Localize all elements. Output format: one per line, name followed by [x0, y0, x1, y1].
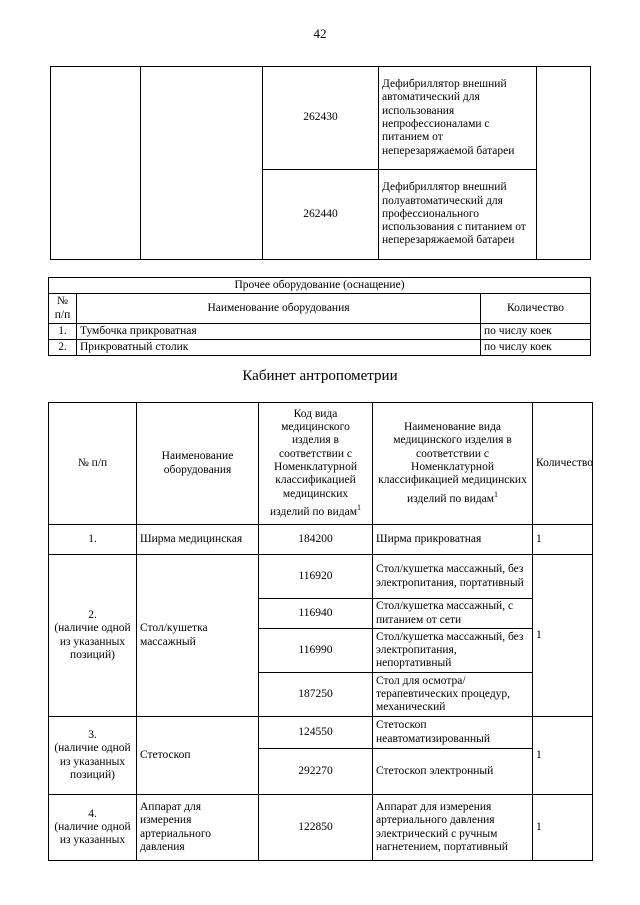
header-num: № п/п — [49, 403, 137, 525]
table-row — [49, 323, 591, 339]
row-qty: по числу коек — [481, 323, 591, 339]
footnote-mark: 1 — [493, 489, 498, 499]
device-kind: Дефибриллятор внешний автоматический для использования непрофессионалами с питанием от неперезаряжаемой батареи — [379, 67, 537, 170]
group-num: 3. (наличие одной из указанных позиций) — [49, 717, 137, 795]
table-row — [49, 717, 593, 749]
device-code: 116990 — [259, 629, 373, 673]
group-equipment: Стол/кушетка массажный — [137, 555, 259, 717]
header-num: № п/п — [49, 294, 77, 324]
group-qty: 1 — [533, 795, 593, 861]
footnote-mark: 1 — [356, 502, 361, 512]
other-equipment-title: Прочее оборудование (оснащение) — [49, 278, 591, 294]
device-code: 116940 — [259, 599, 373, 629]
row-num: 2. — [49, 340, 77, 356]
row-name: Тумбочка прикроватная — [77, 323, 481, 339]
header-name: Наименование оборудования — [77, 294, 481, 324]
table-row — [51, 67, 591, 170]
group-num: 4. (наличие одной из указанных — [49, 795, 137, 861]
group-equipment: Аппарат для измерения артериального давления — [137, 795, 259, 861]
table-row — [49, 795, 593, 861]
device-code: 262440 — [263, 170, 379, 260]
header-kind-text: Наименование вида медицинского изделия в соответствии с Номенклатурной классификацией медицинских изделий по видам — [378, 421, 527, 505]
empty-cell — [141, 67, 263, 260]
header-qty: Количество — [481, 294, 591, 324]
anthropometry-table — [48, 402, 593, 861]
row-qty: по числу коек — [481, 340, 591, 356]
header-code — [259, 403, 373, 525]
empty-cell — [51, 67, 141, 260]
header-equipment: Наименование оборудования — [137, 403, 259, 525]
table-row — [49, 340, 591, 356]
device-kind: Аппарат для измерения артериального давления электрический с ручным нагнетением, портативный — [373, 795, 533, 861]
device-code: 122850 — [259, 795, 373, 861]
device-kind: Стол/кушетка массажный, с питанием от сети — [373, 599, 533, 629]
defibrillator-table — [50, 66, 591, 260]
section-title: Кабинет антропометрии — [242, 368, 398, 384]
device-code: 262430 — [263, 67, 379, 170]
header-qty: Количество — [533, 403, 593, 525]
device-code: 124550 — [259, 717, 373, 749]
device-kind: Стетоскоп электронный — [373, 749, 533, 795]
empty-cell — [537, 67, 591, 260]
other-equipment-table — [48, 277, 591, 356]
table-row — [49, 555, 593, 599]
device-kind: Стол/кушетка массажный, без электропитания, непортативный — [373, 629, 533, 673]
group-equipment: Ширма медицинская — [137, 525, 259, 555]
device-code: 184200 — [259, 525, 373, 555]
device-code: 187250 — [259, 673, 373, 717]
table-row — [49, 525, 593, 555]
group-qty: 1 — [533, 717, 593, 795]
device-kind: Дефибриллятор внешний полуавтоматический для профессионального использования с питанием от неперезаряжаемой батареи — [379, 170, 537, 260]
header-code-text: Код вида медицинского изделия в соответствии с Номенклатурной классификацией медицинских изделий по видам — [270, 407, 357, 518]
header-kind — [373, 403, 533, 525]
device-kind: Стол/кушетка массажный, без электропитания, портативный — [373, 555, 533, 599]
group-equipment: Стетоскоп — [137, 717, 259, 795]
group-num: 1. — [49, 525, 137, 555]
row-name: Прикроватный столик — [77, 340, 481, 356]
device-kind: Стол для осмотра/ терапевтических процедур, механический — [373, 673, 533, 717]
group-qty: 1 — [533, 555, 593, 717]
group-num: 2. (наличие одной из указанных позиций) — [49, 555, 137, 717]
device-code: 292270 — [259, 749, 373, 795]
device-kind: Стетоскоп неавтоматизированный — [373, 717, 533, 749]
row-num: 1. — [49, 323, 77, 339]
page-number: 42 — [313, 26, 327, 41]
group-qty: 1 — [533, 525, 593, 555]
device-kind: Ширма прикроватная — [373, 525, 533, 555]
device-code: 116920 — [259, 555, 373, 599]
